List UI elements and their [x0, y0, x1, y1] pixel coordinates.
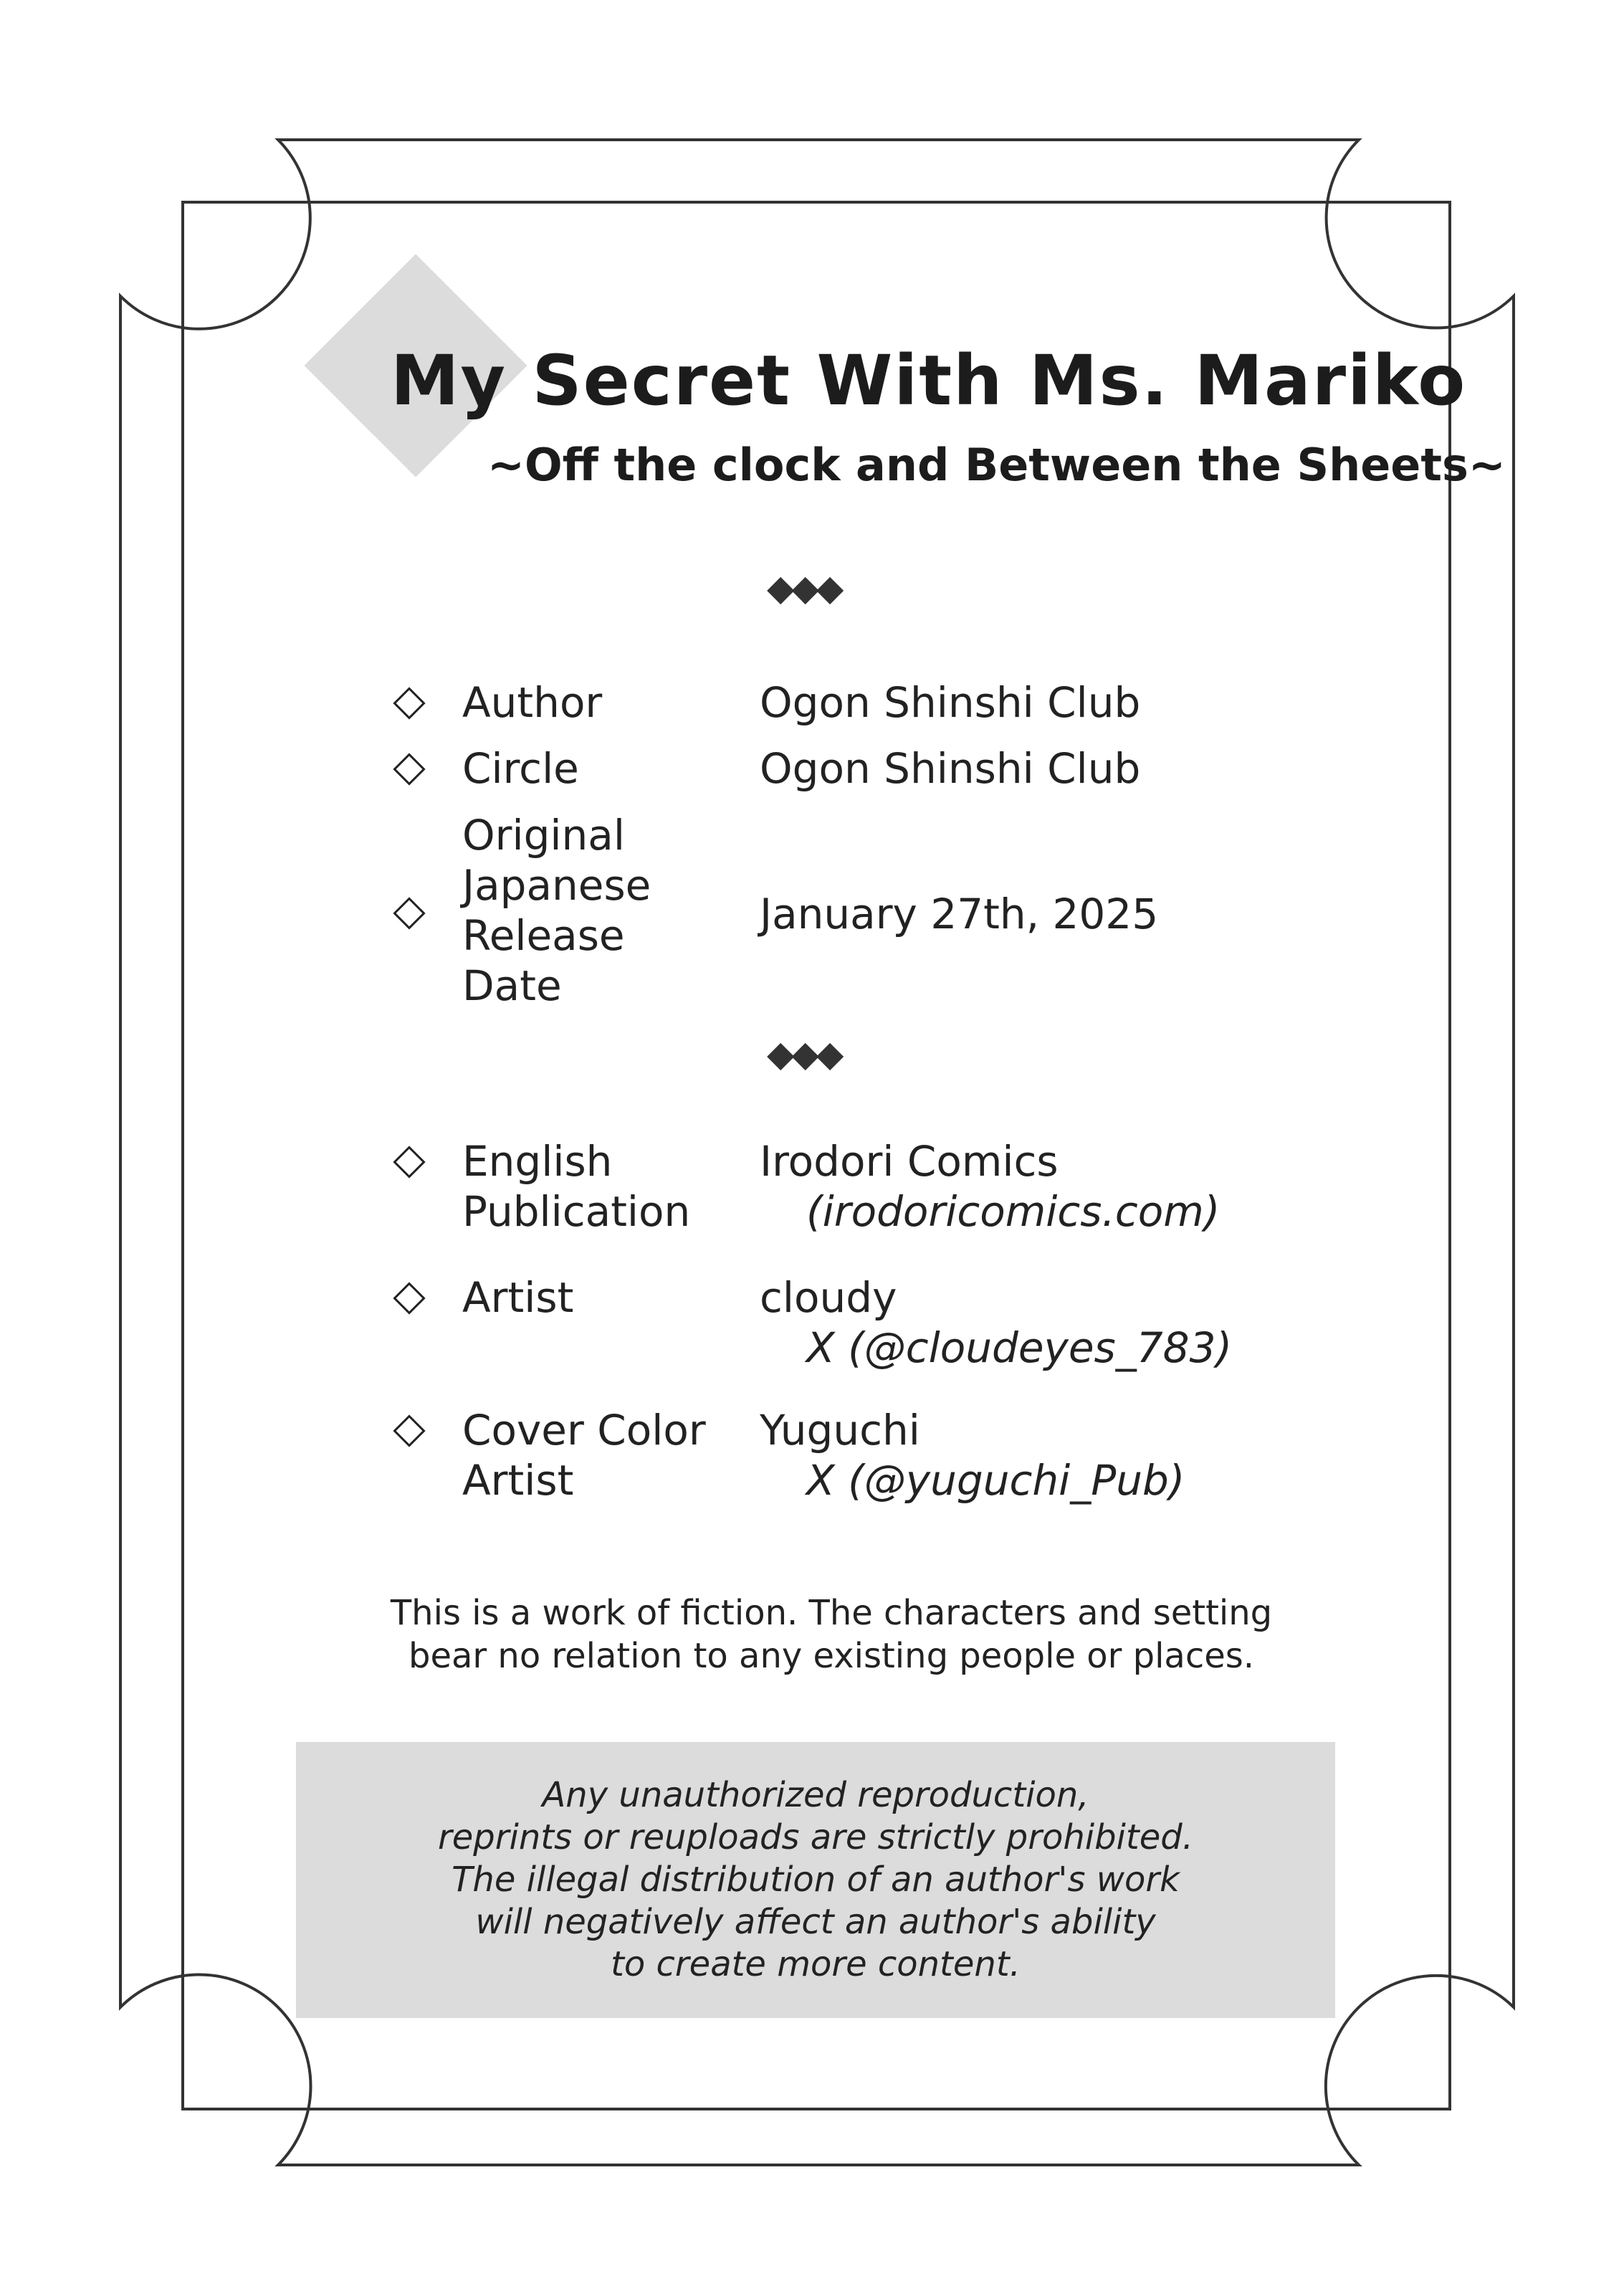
separator-diamonds-1: ◆◆◆ [767, 567, 841, 609]
warning-line: to create more content. [611, 1944, 1021, 1984]
page-title: My Secret With Ms. Mariko [391, 341, 1467, 421]
credit-label: English Publication [462, 1137, 691, 1236]
warning-line: Any unauthorized reproduction, [542, 1775, 1089, 1815]
credit-label: Author [462, 678, 603, 727]
fiction-notice [330, 1591, 1333, 1677]
credit-label: Artist [462, 1273, 574, 1322]
credit-value-main: Yuguchi [760, 1406, 920, 1455]
credit-value: January 27th, 2025 [760, 890, 1159, 938]
credit-label: Original Japanese Release Date [462, 811, 651, 1010]
credit-value [760, 1136, 1347, 1237]
credit-value-sub: X (@cloudeyes_783) [806, 1323, 1233, 1372]
copyright-warning-box [296, 1742, 1335, 2018]
credit-value-main: Irodori Comics [760, 1137, 1059, 1186]
credit-label: Circle [462, 744, 579, 793]
warning-line: The illegal distribution of an author's work [452, 1860, 1180, 1900]
copyright-warning-text [438, 1774, 1193, 1986]
fiction-notice-line: This is a work of fiction. The characters and setting [390, 1593, 1273, 1633]
credit-value-main: cloudy [760, 1273, 897, 1322]
separator-diamonds-2: ◆◆◆ [767, 1033, 841, 1075]
fiction-notice-line: bear no relation to any existing people or places. [408, 1636, 1255, 1676]
credit-label: Cover Color Artist [462, 1406, 706, 1505]
credit-value-sub: X (@yuguchi_Pub) [806, 1456, 1185, 1505]
credit-value [760, 1405, 1347, 1505]
credit-value-sub: (irodoricomics.com) [806, 1187, 1221, 1236]
page-subtitle: ~Off the clock and Between the Sheets~ [487, 439, 1506, 491]
warning-line: will negatively affect an author's ability [475, 1902, 1156, 1942]
credit-value: Ogon Shinshi Club [760, 678, 1141, 727]
warning-line: reprints or reuploads are strictly prohibited. [438, 1817, 1193, 1857]
credit-value [760, 1272, 1347, 1373]
credit-value: Ogon Shinshi Club [760, 744, 1141, 793]
